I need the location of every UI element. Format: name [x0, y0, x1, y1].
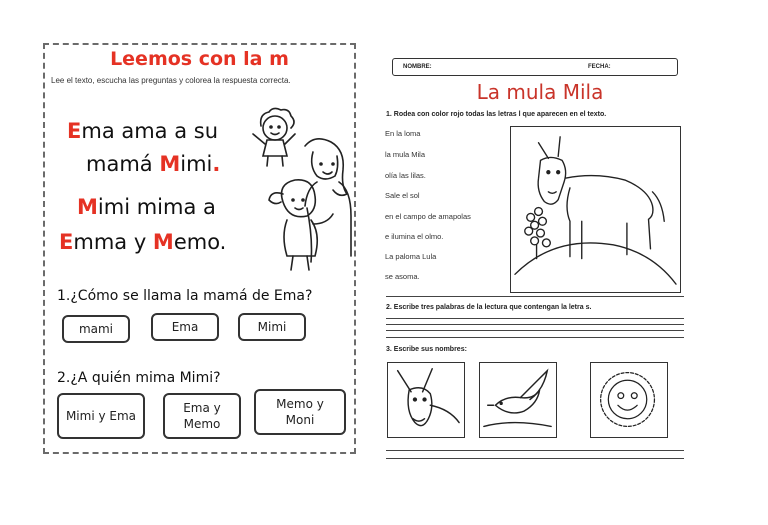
- poem-line: En la loma: [385, 129, 421, 138]
- sun-icon: [591, 363, 666, 436]
- poem-line: en el campo de amapolas: [385, 212, 471, 221]
- left-worksheet-instruction: Lee el texto, escucha las preguntas y colorea la respuesta correcta.: [51, 76, 291, 85]
- writing-line[interactable]: [386, 337, 684, 338]
- writing-line[interactable]: [386, 318, 684, 319]
- separator-line: [386, 296, 684, 297]
- question-1: 1.¿Cómo se llama la mamá de Ema?: [57, 288, 313, 304]
- story-line-2: mamá Mimi.: [86, 152, 221, 176]
- donkey-head-icon: [388, 363, 463, 436]
- boy-illustration: [253, 108, 295, 166]
- left-worksheet: [43, 43, 356, 454]
- poem-line: Sale el sol: [385, 191, 420, 200]
- q1-option-1[interactable]: mami: [62, 315, 130, 343]
- name-label: NOMBRE:: [403, 64, 432, 70]
- q2-option-1[interactable]: Mimi y Ema: [57, 393, 145, 439]
- poem-line: la mula Mila: [385, 150, 426, 159]
- q1-option-2[interactable]: Ema: [151, 313, 219, 341]
- flower-bush: [525, 208, 551, 259]
- poem-line: e ilumina el olmo.: [385, 232, 444, 241]
- instruction-3: 3. Escribe sus nombres:: [386, 346, 467, 353]
- donkey-picture-box: [387, 362, 465, 438]
- q1-option-3[interactable]: Mimi: [238, 313, 306, 341]
- bottom-writing-strip[interactable]: [386, 444, 684, 467]
- right-worksheet-title: La mula Mila: [476, 80, 604, 104]
- sun-picture-box: [590, 362, 668, 438]
- writing-line[interactable]: [386, 450, 684, 451]
- q2-option-3[interactable]: Memo y Moni: [254, 389, 346, 435]
- poem-line: olía las lilas.: [385, 171, 426, 180]
- left-worksheet-title: Leemos con la m: [110, 48, 289, 70]
- mule-picture-frame: [510, 126, 681, 293]
- instruction-2: 2. Escribe tres palabras de la lectura que contengan la letra s.: [386, 304, 592, 311]
- dove-icon: [480, 363, 555, 436]
- story-line-1: Ema ama a su: [67, 119, 219, 143]
- date-label: FECHA:: [588, 64, 611, 70]
- poem-line: se asoma.: [385, 272, 420, 281]
- mule-illustration: [511, 127, 679, 291]
- writing-line[interactable]: [386, 330, 684, 331]
- question-2: 2.¿A quién mima Mimi?: [57, 370, 221, 386]
- instruction-1: 1. Rodea con color rojo todas las letras l que aparecen en el texto.: [386, 111, 607, 118]
- story-line-3: Mimi mima a: [77, 195, 216, 219]
- writing-line[interactable]: [386, 324, 684, 325]
- mother-daughter-illustration: [243, 104, 355, 276]
- dove-picture-box: [479, 362, 557, 438]
- q2-option-2[interactable]: Ema y Memo: [163, 393, 241, 439]
- poem-line: La paloma Lula: [385, 252, 437, 261]
- writing-line[interactable]: [386, 458, 684, 459]
- name-date-bar[interactable]: [392, 58, 678, 76]
- story-line-4: Emma y Memo.: [59, 230, 227, 254]
